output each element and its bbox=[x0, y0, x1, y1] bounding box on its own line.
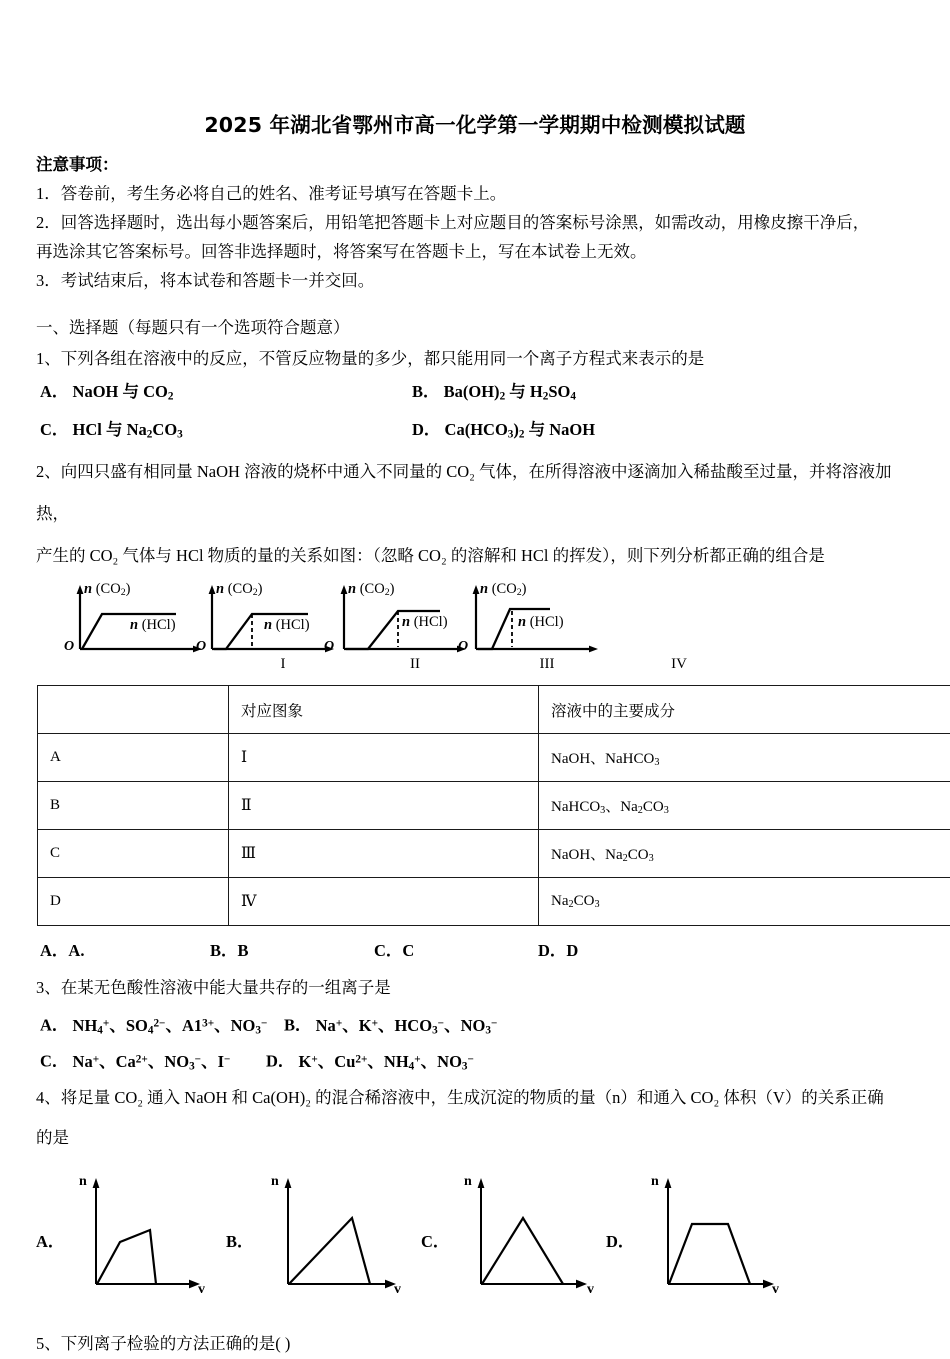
q4-graph-b-y-label: n bbox=[271, 1174, 279, 1190]
document-body bbox=[36, 150, 920, 1359]
q4-option-a-label[interactable]: A． bbox=[36, 1228, 64, 1252]
q2-graph-1-x-label: n (HCl) bbox=[130, 617, 176, 634]
q4-option-b-label[interactable]: B． bbox=[226, 1228, 254, 1252]
question-1-options-row-2 bbox=[36, 413, 920, 451]
question-3-options-row-1 bbox=[36, 1006, 920, 1042]
q1-option-a[interactable]: A． NaOH 与 $CO_2$ bbox=[40, 375, 174, 413]
q3-option-d[interactable]: D． K+、$Cu^{2+}$、$NH_4^+$、$NO_3^-$ bbox=[266, 1042, 474, 1083]
q2-graph-3 bbox=[322, 581, 472, 673]
notice-item-3: 再选涂其它答案标号。回答非选择题时，将答案写在答题卡上，写在本试卷上无效。 bbox=[36, 237, 920, 266]
q2-graph-3-x-label: n (HCl) bbox=[402, 614, 448, 631]
q4-graph-d-x-label: v bbox=[772, 1282, 779, 1298]
q2-graph-2-y-label: n $(CO_2)$ bbox=[216, 581, 262, 598]
table-row bbox=[38, 830, 950, 878]
q2-graph-1-y-label: n $(CO_2)$ bbox=[84, 581, 130, 598]
question-4-stem-line-1: 4、将足量 CO₂ 通入 NaOH 和 Ca(OH)₂ 的混合稀溶液中，生成沉淀的物质的量（n）和通入 CO₂ 体积（V）的关系正确 bbox=[36, 1078, 920, 1118]
q4-graph-b bbox=[226, 1172, 421, 1307]
question-2-graph-set bbox=[58, 581, 920, 673]
table-row-graph: Ⅳ bbox=[229, 878, 539, 926]
question-5-stem: 5、下列离子检验的方法正确的是( ) bbox=[36, 1329, 920, 1359]
notice-item-1: 1．答卷前，考生务必将自己的姓名、准考证号填写在答题卡上。 bbox=[36, 179, 920, 208]
q4-option-c-label[interactable]: C． bbox=[421, 1228, 449, 1252]
q2-graph-2-x-label: n (HCl) bbox=[264, 617, 310, 634]
q4-graph-c-y-label: n bbox=[464, 1174, 472, 1190]
q3-option-b[interactable]: B． Na+、K+、$HCO_3^-$、$NO_3^-$ bbox=[284, 1006, 497, 1047]
question-3-options-row-2 bbox=[36, 1042, 920, 1078]
q4-graph-c bbox=[421, 1172, 611, 1307]
q3-option-c[interactable]: C． Na+、$Ca^{2+}$、$NO_3^-$、I− bbox=[40, 1042, 230, 1083]
table-row-tag: A bbox=[38, 734, 229, 782]
question-4-stem-line-2: 的是 bbox=[36, 1118, 920, 1158]
q2-option-b[interactable]: B．B bbox=[210, 934, 249, 968]
question-1-options-row-1 bbox=[36, 375, 920, 413]
q2-graph-2-origin-label: O bbox=[196, 639, 206, 655]
q1-option-c[interactable]: C． HCl 与 $Na_2CO_3$ bbox=[40, 413, 183, 451]
table-row-composition: $Na_2CO_3$ bbox=[539, 878, 950, 926]
q1-option-d[interactable]: D． $Ca(HCO_3)_2$ 与 NaOH bbox=[412, 413, 595, 451]
table-header-row bbox=[38, 686, 950, 734]
question-3-stem: 3、在某无色酸性溶液中能大量共存的一组离子是 bbox=[36, 970, 920, 1006]
q2-graph-3-origin-label: O bbox=[324, 639, 334, 655]
table-header-blank bbox=[38, 686, 229, 734]
table-row bbox=[38, 782, 950, 830]
q2-graph-1-caption: I bbox=[208, 656, 358, 673]
q2-graph-4-caption: IV bbox=[604, 656, 754, 673]
q2-graph-4-x-label: n (HCl) bbox=[518, 614, 564, 631]
q1-option-b[interactable]: B． $Ba(OH)_2$ 与 $H_2SO_4$ bbox=[412, 375, 576, 413]
section-heading: 一、选择题（每题只有一个选项符合题意） bbox=[36, 313, 920, 343]
q4-graph-b-x-label: v bbox=[394, 1282, 401, 1298]
table-row-graph: Ⅰ bbox=[229, 734, 539, 782]
question-2-stem-line-2: 产生的 CO₂ 气体与 HCl 物质的量的关系如图：（忽略 CO₂ 的溶解和 HCl 的挥发），则下列分析都正确的组合是 bbox=[36, 535, 920, 577]
question-4-graph-set bbox=[36, 1172, 920, 1307]
q2-graph-3-svg bbox=[322, 581, 472, 657]
q2-graph-4 bbox=[454, 581, 604, 673]
q4-graph-d bbox=[606, 1172, 801, 1307]
question-2-table bbox=[37, 685, 950, 926]
q2-graph-2-caption: II bbox=[340, 656, 490, 673]
table-row-graph: Ⅱ bbox=[229, 782, 539, 830]
q4-graph-a-x-label: v bbox=[198, 1282, 205, 1298]
table-row bbox=[38, 878, 950, 926]
q2-graph-3-y-label: n $(CO_2)$ bbox=[348, 581, 394, 598]
question-1-stem: 1、下列各组在溶液中的反应，不管反应物量的多少，都只能用同一个离子方程式来表示的是 bbox=[36, 343, 920, 375]
table-header-graph: 对应图象 bbox=[229, 686, 539, 734]
table-row-composition: NaHCO$_3$、$Na_2CO_3$ bbox=[539, 782, 950, 830]
q2-graph-1 bbox=[58, 581, 208, 673]
table-row bbox=[38, 734, 950, 782]
q2-graph-4-y-label: n $(CO_2)$ bbox=[480, 581, 526, 598]
q4-graph-a bbox=[36, 1172, 226, 1307]
table-row-composition: NaOH、$Na_2CO_3$ bbox=[539, 830, 950, 878]
q4-graph-d-y-label: n bbox=[651, 1174, 659, 1190]
table-header-composition: 溶液中的主要成分 bbox=[539, 686, 950, 734]
q2-option-c[interactable]: C．C bbox=[374, 934, 414, 968]
question-2-stem-line-1: 2、向四只盛有相同量 NaOH 溶液的烧杯中通入不同量的 CO₂ 气体，在所得溶液中逐滴加入稀盐酸至过量，并将溶液加热， bbox=[36, 451, 920, 535]
q4-graph-c-x-label: v bbox=[587, 1282, 594, 1298]
q2-graph-4-origin-label: O bbox=[458, 639, 468, 655]
table-row-tag: B bbox=[38, 782, 229, 830]
notice-item-4: 3．考试结束后，将本试卷和答题卡一并交回。 bbox=[36, 266, 920, 295]
q2-graph-3-caption: III bbox=[472, 656, 622, 673]
q2-graph-1-origin-label: O bbox=[64, 639, 74, 655]
table-row-tag: D bbox=[38, 878, 229, 926]
q4-option-d-label[interactable]: D． bbox=[606, 1228, 634, 1252]
notice-heading: 注意事项： bbox=[36, 150, 920, 179]
table-row-tag: C bbox=[38, 830, 229, 878]
q4-graph-a-y-label: n bbox=[79, 1174, 87, 1190]
question-2-options-row bbox=[36, 934, 920, 970]
page-title: 2025 年湖北省鄂州市高一化学第一学期期中检测模拟试题 bbox=[0, 108, 950, 138]
table-row-graph: Ⅲ bbox=[229, 830, 539, 878]
q3-option-a[interactable]: A． $NH_4^+$、$SO_4^{2-}$、$A1^{3+}$、$NO_3^-$ bbox=[40, 1006, 267, 1047]
q2-graph-2 bbox=[190, 581, 340, 673]
q2-option-d[interactable]: D．D bbox=[538, 934, 578, 968]
table-row-composition: NaOH、NaHCO$_3$ bbox=[539, 734, 950, 782]
notice-item-2: 2．回答选择题时，选出每小题答案后，用铅笔把答题卡上对应题目的答案标号涂黑，如需改动，用橡皮擦干净后， bbox=[36, 208, 920, 237]
q2-option-a[interactable]: A．A. bbox=[40, 934, 84, 968]
